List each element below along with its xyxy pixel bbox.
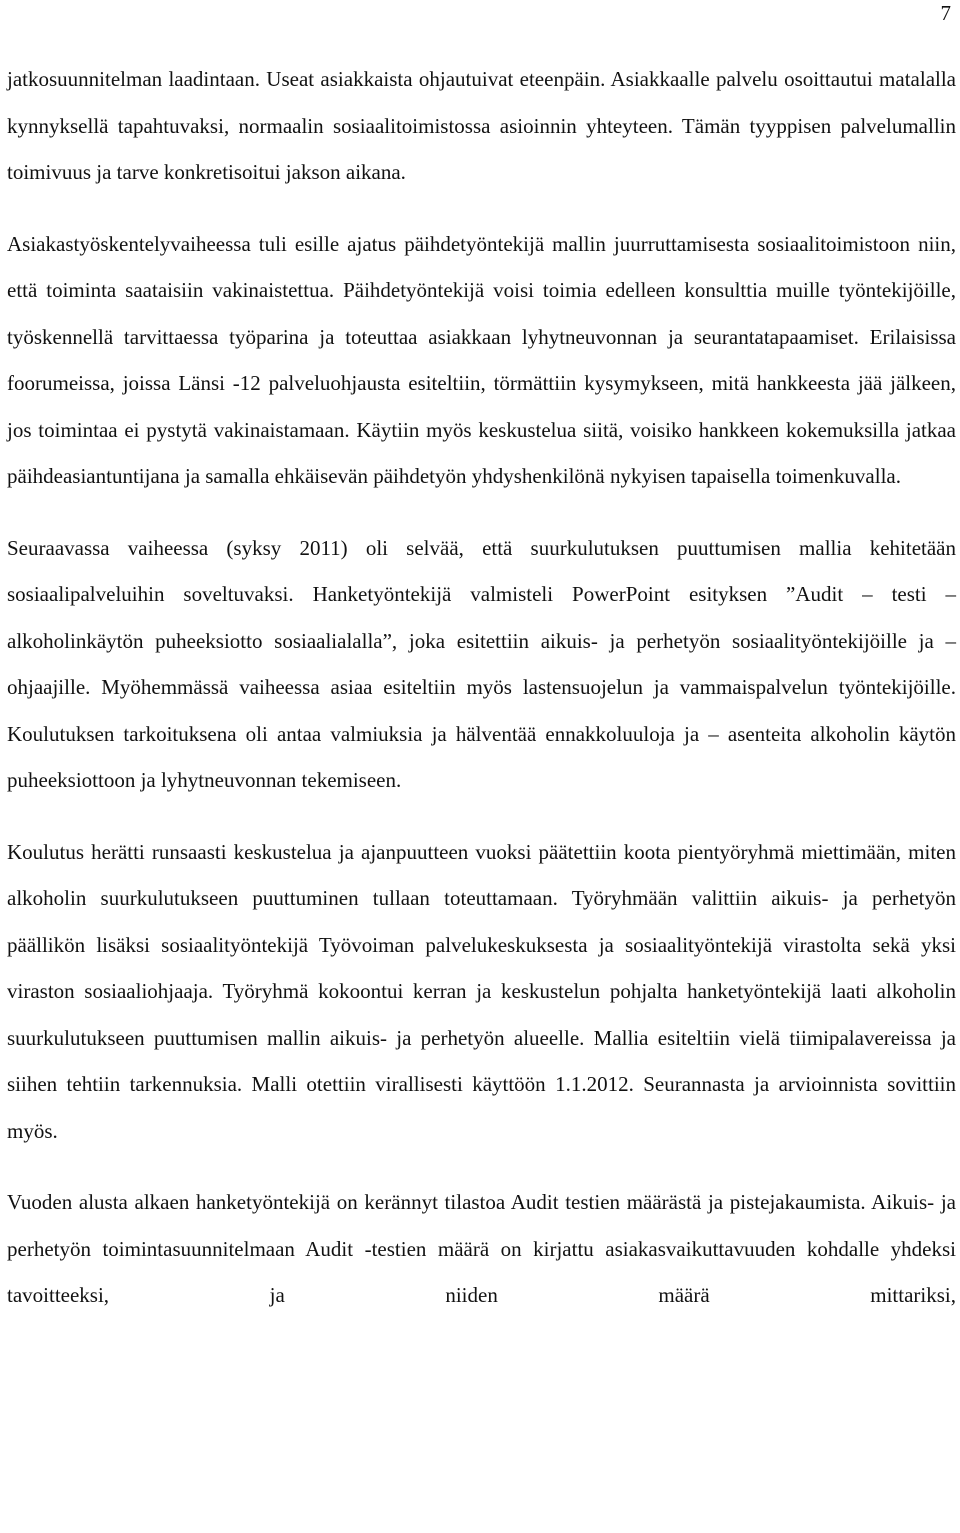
paragraph: Vuoden alusta alkaen hanketyöntekijä on kerännyt tilastoa Audit testien määrästä ja pistejakaumista. Aikuis- ja perhetyön toimintasuunnitelmaan Audit -testien määrä on kirjattu asiakasvaikuttavuuden kohdalle yhdeksi tavoitteeksi, ja niiden määrä mittariksi, bbox=[7, 1190, 956, 1307]
paragraph: Seuraavassa vaiheessa (syksy 2011) oli selvää, että suurkulutuksen puuttumisen mallia kehitetään sosiaalipalveluihin soveltuvaksi. Hanketyöntekijä valmisteli PowerPoint esityksen ”Audit – testi – alkoholinkäytön puheeksiotto sosiaalialalla”, joka esitettiin aikuis- ja perhetyön sosiaalityöntekijöille ja – ohjaajille. Myöhemmässä vaiheessa asiaa esiteltiin myös lastensuojelun ja vammaispalvelun työntekijöille. Koulutuksen tarkoituksena oli antaa valmiuksia ja hälventää ennakkoluuloja ja – asenteita alkoholin käytön puheeksiottoon ja lyhytneuvonnan tekemiseen. bbox=[7, 535, 956, 792]
paragraph: jatkosuunnitelman laadintaan. Useat asiakkaista ohjautuivat eteenpäin. Asiakkaalle palvelu osoittautui matalalla kynnyksellä tapahtuvaksi, normaalin sosiaalitoimistossa asioinnin yhteyteen. Tämän tyyppisen palvelumallin toimivuus ja tarve konkretisoitui jakson aikana. bbox=[7, 67, 956, 184]
document-body bbox=[7, 56, 956, 1319]
paragraph: Asiakastyöskentelyvaiheessa tuli esille ajatus päihdetyöntekijä mallin juurruttamisesta sosiaalitoimistoon niin, että toiminta saataisiin vakinaistettua. Päihdetyöntekijä voisi toimia edelleen konsulttia muille työntekijöille, työskennellä tarvittaessa työparina ja toteuttaa asiakkaan lyhytneuvonnan ja seurantatapaamiset. Erilaisissa foorumeissa, joissa Länsi -12 palveluohjausta esiteltiin, törmättiin kysymykseen, mitä hankkeesta jää jälkeen, jos toimintaa ei pystytä vakinaistamaan. Käytiin myös keskustelua siitä, voisiko hankkeen kokemuksilla jatkaa päihdeasiantuntijana ja samalla ehkäisevän päihdetyön yhdyshenkilönä nykyisen tapaisella toimenkuvalla. bbox=[7, 231, 956, 488]
page-number: 7 bbox=[940, 1, 951, 25]
paragraph: Koulutus herätti runsaasti keskustelua ja ajanpuutteen vuoksi päätettiin koota pientyöryhmä miettimään, miten alkoholin suurkulutukseen puuttuminen tullaan toteuttamaan. Työryhmään valittiin aikuis- ja perhetyön päällikön lisäksi sosiaalityöntekijä Työvoiman palvelukeskuksesta ja sosiaalityöntekijä virastolta sekä yksi viraston sosiaaliohjaaja. Työryhmä kokoontui kerran ja keskustelun pohjalta hanketyöntekijä laati alkoholin suurkulutukseen puuttumisen mallin aikuis- ja perhetyön alueelle. Mallia esiteltiin vielä tiimipalavereissa ja siihen tehtiin tarkennuksia. Malli otettiin virallisesti käyttöön 1.1.2012. Seurannasta ja arvioinnista sovittiin myös. bbox=[7, 839, 956, 1143]
